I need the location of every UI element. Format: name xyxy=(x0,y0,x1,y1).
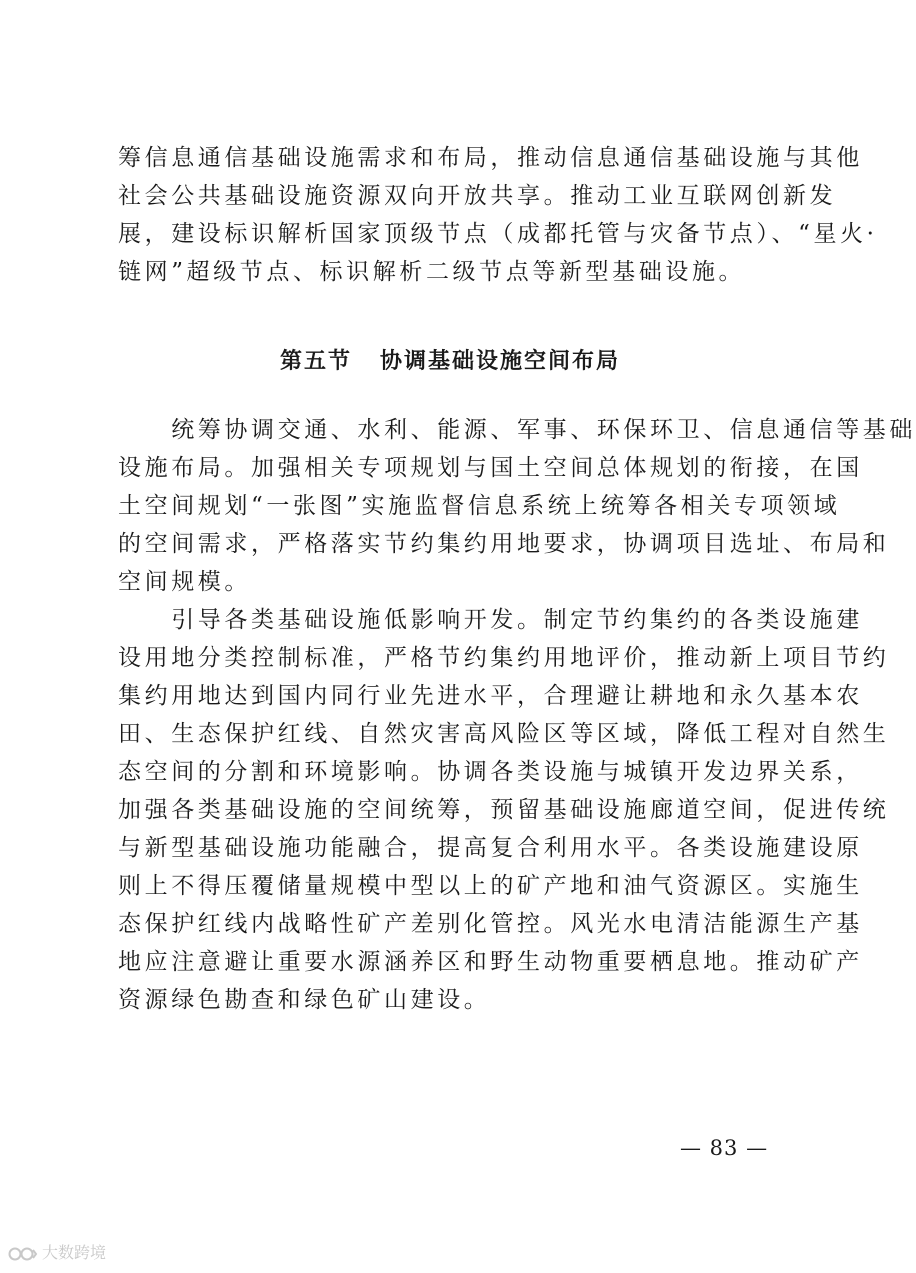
text-line: 引导各类基础设施低影响开发。制定节约集约的各类设施建 xyxy=(118,607,863,633)
text-line: 田、生态保护红线、自然灾害高风险区等区域，降低工程对自然生 xyxy=(118,721,890,747)
section-title: 协调基础设施空间布局 xyxy=(380,349,621,374)
page-number: — 83 — xyxy=(680,1136,769,1160)
text-line: 的空间需求，严格落实节约集约用地要求，协调项目选址、布局和 xyxy=(118,531,890,557)
text-line: 资源绿色勘查和绿色矿山建设。 xyxy=(118,987,491,1013)
text-line: 设施布局。加强相关专项规划与国土空间总体规划的衔接，在国 xyxy=(118,455,863,481)
text-line: 筹信息通信基础设施需求和布局，推动信息通信基础设施与其他 xyxy=(118,145,863,171)
text-line: 态空间的分割和环境影响。协调各类设施与城镇开发边界关系， xyxy=(118,759,863,785)
section-heading xyxy=(0,344,900,375)
text-line: 社会公共基础设施资源双向开放共享。推动工业互联网创新发 xyxy=(118,183,837,209)
text-line: 展，建设标识解析国家顶级节点（成都托管与灾备节点）、“星火· xyxy=(118,221,878,247)
continued-paragraph xyxy=(118,139,878,291)
watermark-text: 大数跨境 xyxy=(42,1243,107,1262)
text-line: 链网”超级节点、标识解析二级节点等新型基础设施。 xyxy=(118,259,746,285)
text-line: 则上不得压覆储量规模中型以上的矿产地和油气资源区。实施生 xyxy=(118,873,863,899)
brand-logo-icon xyxy=(8,1246,38,1262)
section-body xyxy=(118,411,916,1019)
text-line: 设用地分类控制标准，严格节约集约用地评价，推动新上项目节约 xyxy=(118,645,890,671)
text-line: 地应注意避让重要水源涵养区和野生动物重要栖息地。推动矿产 xyxy=(118,949,863,975)
watermark xyxy=(8,1240,106,1263)
text-line: 空间规模。 xyxy=(118,569,251,595)
text-line: 加强各类基础设施的空间统筹，预留基础设施廊道空间，促进传统 xyxy=(118,797,890,823)
text-line: 态保护红线内战略性矿产差别化管控。风光水电清洁能源生产基 xyxy=(118,911,863,937)
section-number: 第五节 xyxy=(279,349,352,374)
text-line: 与新型基础设施功能融合，提高复合利用水平。各类设施建设原 xyxy=(118,835,863,861)
text-line: 集约用地达到国内同行业先进水平，合理避让耕地和永久基本农 xyxy=(118,683,863,709)
text-line: 土空间规划“一张图”实施监督信息系统上统筹各相关专项领域 xyxy=(118,493,841,519)
text-line: 统筹协调交通、水利、能源、军事、环保环卫、信息通信等基础 xyxy=(118,417,916,443)
